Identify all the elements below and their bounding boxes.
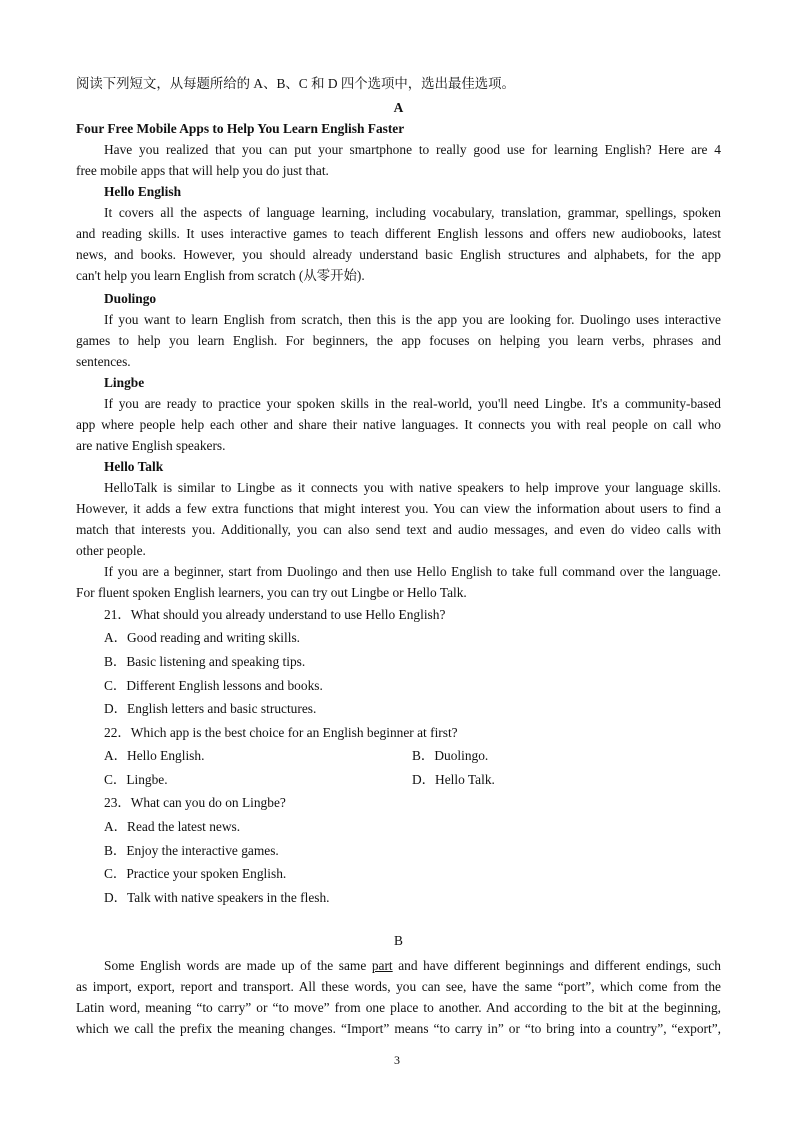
section-heading-duolingo: Duolingo: [104, 291, 157, 306]
paragraph-line: news, and books. However, you should already understand basic English structures and alphabets, for the app: [76, 247, 721, 262]
paragraph-line: and reading skills. It uses interactive games to teach different English lessons and offers new audiobooks, latest: [76, 226, 721, 241]
question-22-option-d: D．Hello Talk.: [412, 772, 495, 787]
underlined-word: part: [371, 958, 393, 973]
question-21-stem: 21．What should you already understand to use Hello English?: [104, 607, 446, 622]
question-23-stem: 23．What can you do on Lingbe?: [104, 795, 286, 810]
paragraph-line: match that interests you. Additionally, you can also send text and audio messages, and even do video calls with: [76, 522, 721, 537]
passage-b-line: which we call the prefix the meaning changes. “Import” means “to carry in” or “to bring into a country”, “export”,: [76, 1021, 721, 1036]
question-21-option-d: D．English letters and basic structures.: [104, 701, 317, 716]
passage-b-label: B: [394, 933, 403, 948]
question-22-stem: 22．Which app is the best choice for an English beginner at first?: [104, 725, 458, 740]
conclusion-line: If you are a beginner, start from Duolingo and then use Hello English to take full command over the language.: [104, 564, 721, 579]
paragraph-line: can't help you learn English from scratch (从零开始).: [76, 268, 365, 283]
paragraph-line: app where people help each other and share their native languages. It connects you with real people on call who: [76, 417, 721, 432]
paragraph-line: other people.: [76, 543, 146, 558]
question-21-option-b: B．Basic listening and speaking tips.: [104, 654, 306, 669]
conclusion-line: For fluent spoken English learners, you can try out Lingbe or Hello Talk.: [76, 585, 467, 600]
intro-line: free mobile apps that will help you do just that.: [76, 163, 329, 178]
paragraph-line: sentences.: [76, 354, 131, 369]
section-heading-hello-talk: Hello Talk: [104, 459, 164, 474]
passage-a-label: A: [393, 100, 404, 115]
paragraph-line: If you want to learn English from scratch, then this is the app you are looking for. Duolingo uses interactive: [104, 312, 721, 327]
question-22-row-1: [104, 746, 721, 766]
text-run: Some English words are made up of the same: [104, 958, 372, 973]
paragraph-line: If you are ready to practice your spoken skills in the real-world, you'll need Lingbe. It's a community-based: [104, 396, 721, 411]
instructions: 阅读下列短文，从每题所给的 A、B、C 和 D 四个选项中，选出最佳选项。: [76, 76, 515, 91]
question-23-option-c: C．Practice your spoken English.: [104, 866, 287, 881]
question-21-option-a: A．Good reading and writing skills.: [104, 630, 301, 645]
paragraph-line: are native English speakers.: [76, 438, 226, 453]
question-23-option-d: D．Talk with native speakers in the flesh.: [104, 890, 330, 905]
question-21-option-c: C．Different English lessons and books.: [104, 678, 323, 693]
section-heading-lingbe: Lingbe: [104, 375, 145, 390]
question-22-option-a: A．Hello English.: [104, 748, 205, 763]
intro-line: Have you realized that you can put your smartphone to really good use for learning English? Here are 4: [104, 142, 721, 157]
question-22-option-c: C．Lingbe.: [104, 772, 168, 787]
question-22-option-b: B．Duolingo.: [412, 748, 489, 763]
paragraph-line: It covers all the aspects of language learning, including vocabulary, translation, grammar, spellings, spoken: [104, 205, 721, 220]
question-22-row-2: [104, 770, 721, 790]
passage-a-title: Four Free Mobile Apps to Help You Learn English Faster: [76, 121, 405, 136]
section-heading-hello-english: Hello English: [104, 184, 182, 199]
question-23-option-a: A．Read the latest news.: [104, 819, 241, 834]
passage-b-line: Latin word, meaning “to carry” or “to move” from one place to another. And according to the bit at the beginning,: [76, 1000, 721, 1015]
paragraph-line: games to help you learn English. For beginners, the app focuses on helping you learn verbs, phrases and: [76, 333, 721, 348]
paragraph-line: However, it adds a few extra functions that might interest you. You can view the information about users to find a: [76, 501, 721, 516]
passage-b-line: [104, 956, 721, 976]
passage-b-line: as import, export, report and transport. All these words, you can see, have the same “port”, which come from the: [76, 979, 721, 994]
page-number: 3: [394, 1053, 400, 1067]
question-23-option-b: B．Enjoy the interactive games.: [104, 843, 279, 858]
text-run: and have different beginnings and different endings, such: [392, 958, 721, 973]
paragraph-line: HelloTalk is similar to Lingbe as it connects you with native speakers to help improve your language skills.: [104, 480, 721, 495]
